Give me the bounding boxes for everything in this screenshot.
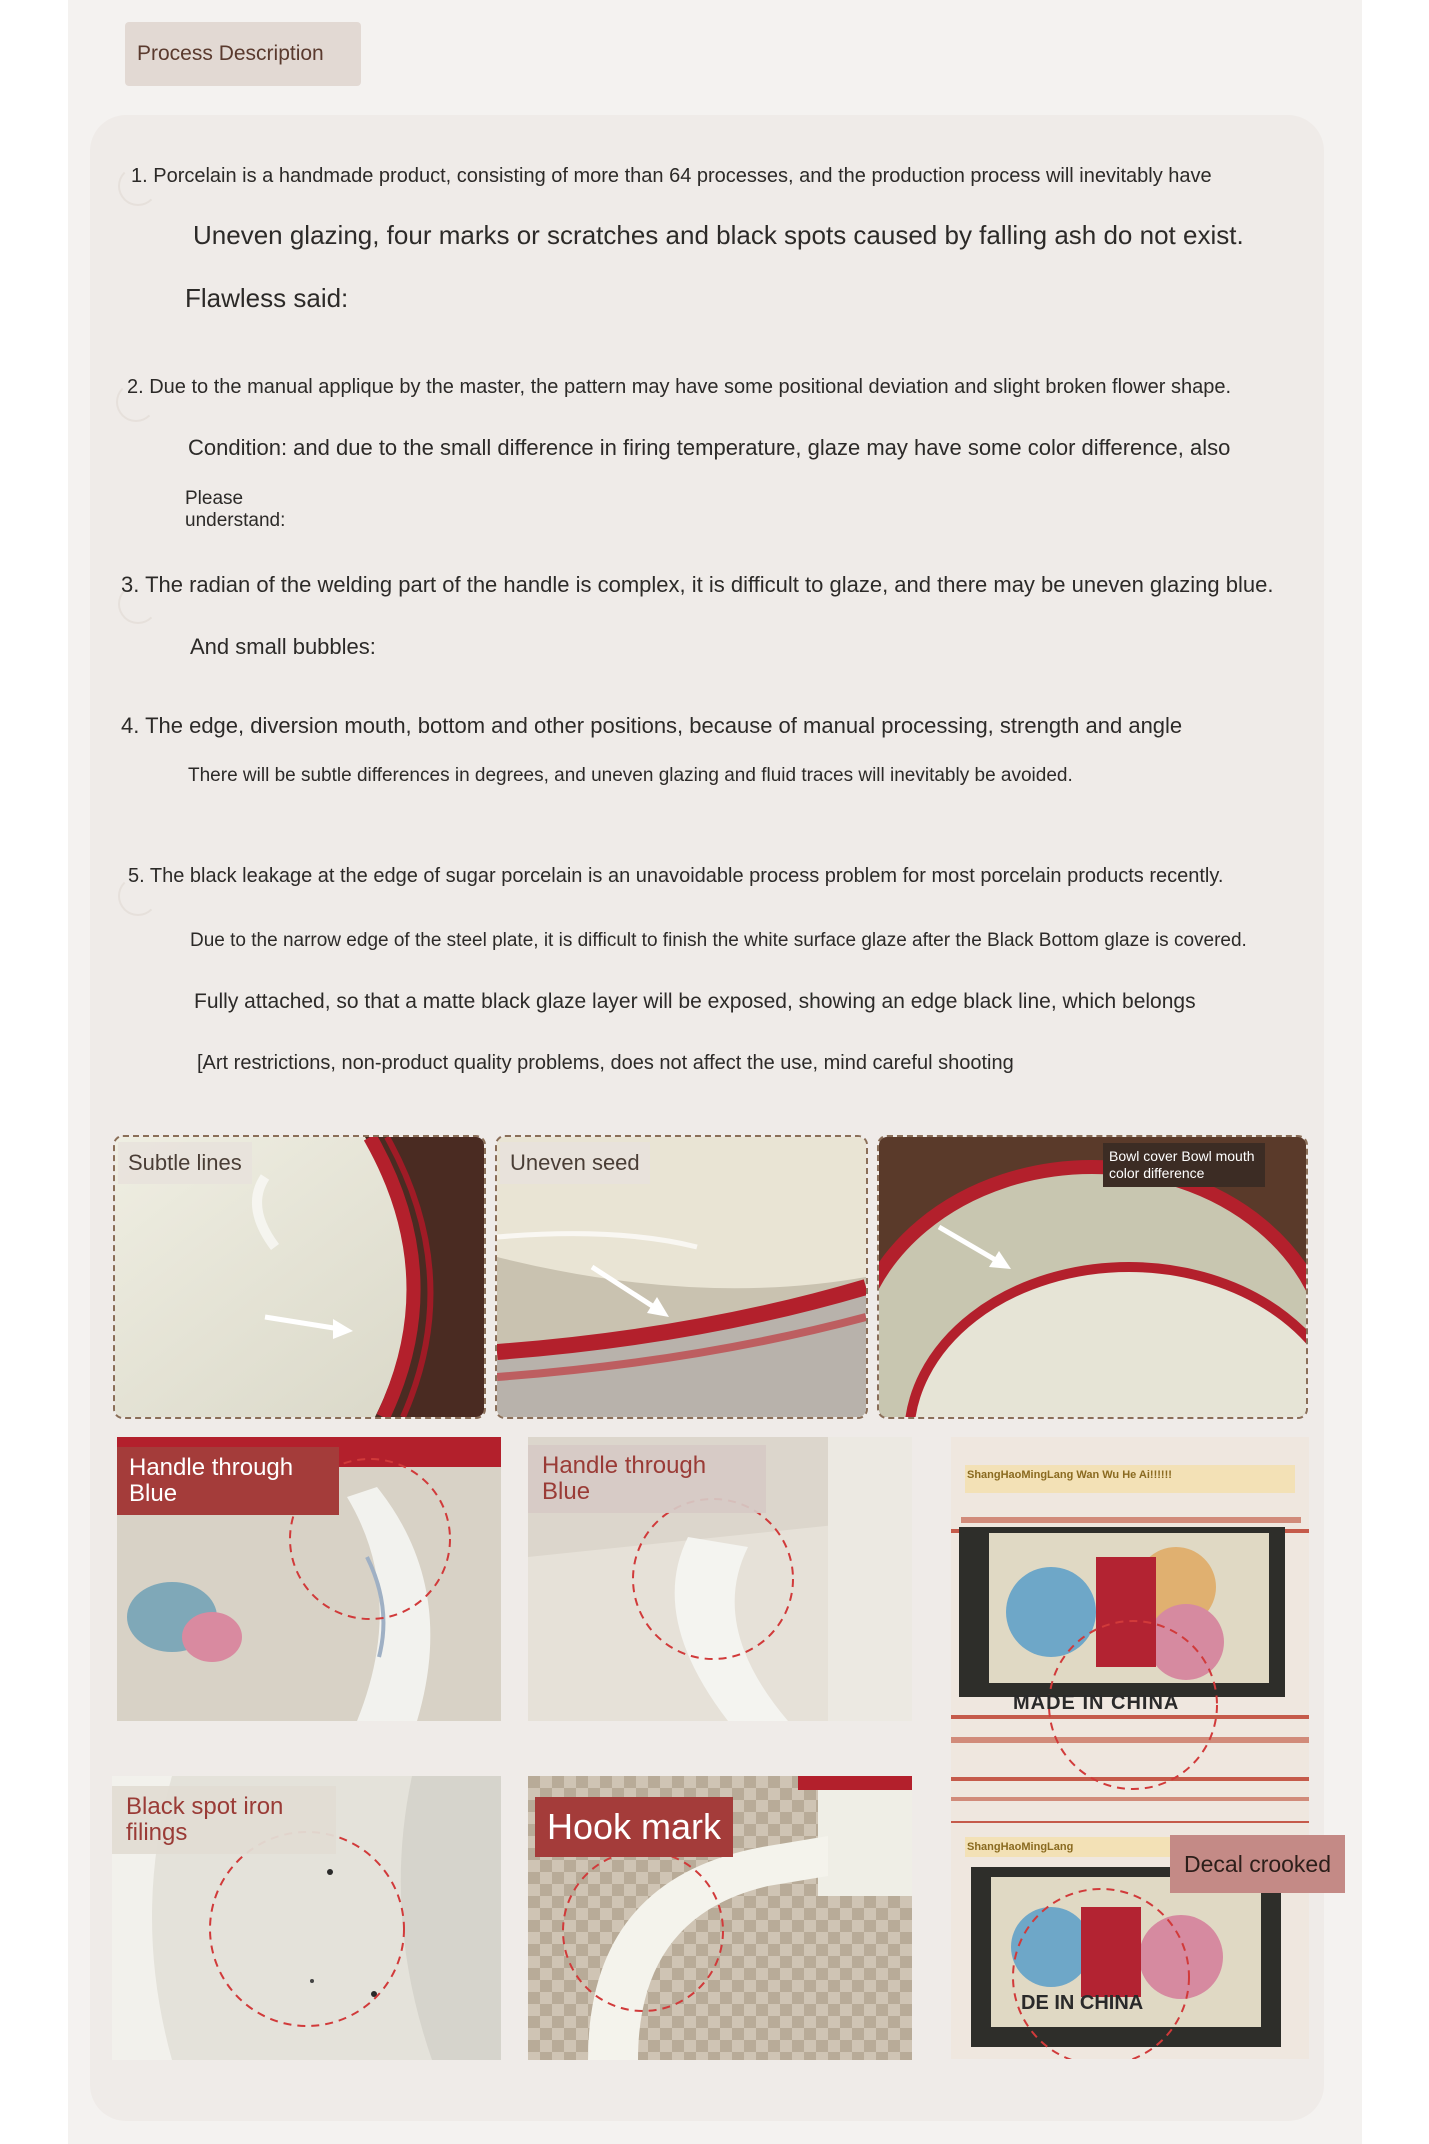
label-uneven-seed: Uneven seed [500,1142,650,1184]
note-1-line-2: Uneven glazing, four marks or scratches and black spots caused by falling ash do not exist. [193,220,1244,250]
label-hook-mark: Hook mark [535,1797,733,1857]
label-black-spot: Black spot iron filings [112,1786,336,1854]
label-subtle-lines: Subtle lines [118,1142,252,1184]
note-2-line-2: Condition: and due to the small difference in firing temperature, glaze may have some color difference, also [188,435,1231,460]
process-description-tab: Process Description [125,22,361,86]
note-3-line-1: 3. The radian of the welding part of the handle is complex, it is difficult to glaze, and there may be uneven glazing blue. [121,572,1274,597]
note-5-line-2: Due to the narrow edge of the steel plate, it is difficult to finish the white surface glaze after the Black Bottom glaze is covered. [190,930,1247,951]
note-4-line-2: There will be subtle differences in degrees, and uneven glazing and fluid traces will inevitably be avoided. [188,765,1073,786]
note-3-line-2: And small bubbles: [190,634,376,659]
note-4-line-1: 4. The edge, diversion mouth, bottom and other positions, because of manual processing, strength and angle [121,713,1183,738]
label-bowl-mouth-color: Bowl cover Bowl mouth color difference [1103,1143,1265,1187]
note-1-line-1: 1. Porcelain is a handmade product, consisting of more than 64 processes, and the production process will inevitably have [131,165,1212,187]
note-2-line-3: Please understand: [185,488,286,531]
photo-gift-box [951,1437,1309,2059]
note-2-line-1: 2. Due to the manual applique by the master, the pattern may have some positional deviation and slight broken flower shape. [127,376,1232,398]
box-brand-text: ShangHaoMingLang Wan Wu He Ai!!!!!! [967,1469,1172,1481]
label-decal-crooked: Decal crooked [1170,1835,1345,1893]
note-1-line-3: Flawless said: [185,283,349,313]
label-handle-through-blue-1: Handle through Blue [117,1447,339,1515]
box-made-text-2: DE IN CHINA [1021,1992,1144,2014]
note-5-line-1: 5. The black leakage at the edge of sugar porcelain is an unavoidable process problem for most porcelain products recently. [128,865,1224,887]
box-made-text: MADE IN CHINA [1013,1692,1180,1714]
note-5-line-3: Fully attached, so that a matte black glaze layer will be exposed, showing an edge black line, which belongs [194,990,1196,1013]
box-brand-text-2: ShangHaoMingLang [967,1841,1074,1853]
note-5-line-4: [Art restrictions, non-product quality problems, does not affect the use, mind careful shooting [197,1052,1014,1074]
label-handle-through-blue-2: Handle through Blue [528,1445,766,1513]
